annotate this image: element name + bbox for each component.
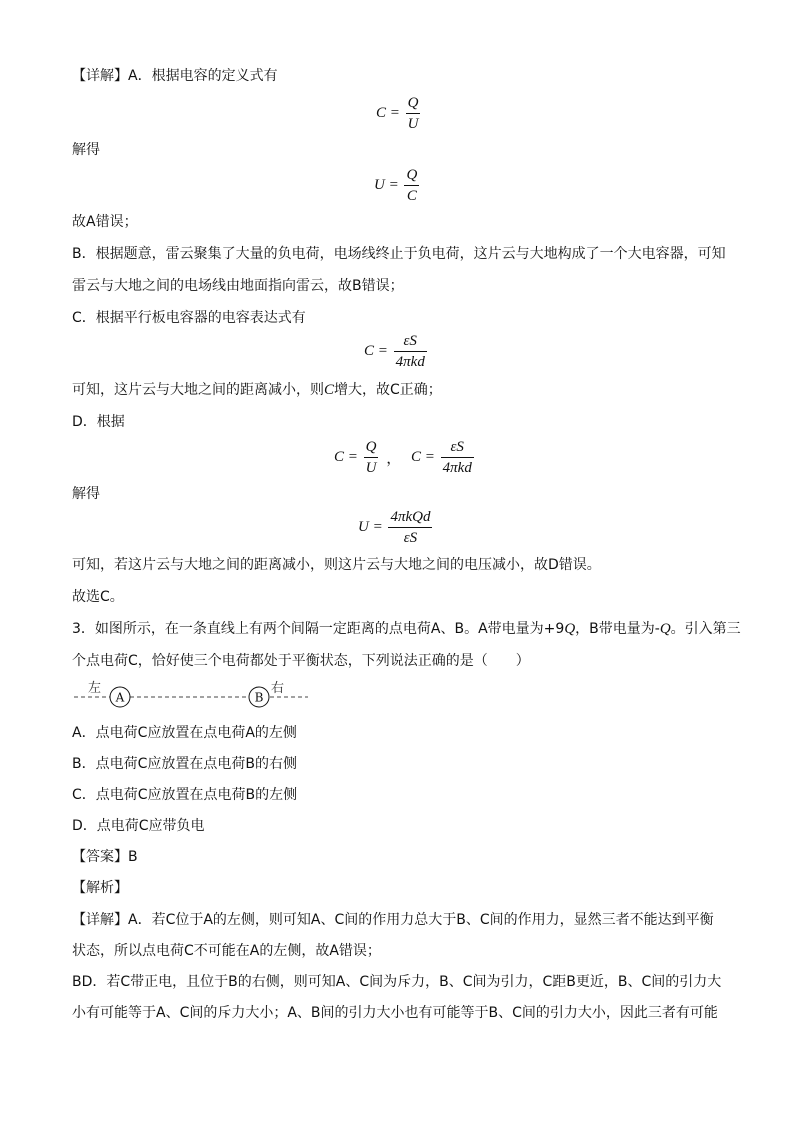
explanation-line-4: 小有可能等于A、C间的斥力大小；A、B间的引力大小也有可能等于B、C间的引力大小，因此三者有可能: [72, 1005, 718, 1021]
eq-lhs: C =: [376, 105, 400, 121]
answer-value: B: [128, 849, 138, 865]
denominator: 4πkd: [395, 354, 425, 370]
answer-tag: 【答案】: [72, 849, 128, 865]
left-label: 左: [88, 681, 102, 696]
equation-voltage-result: [358, 508, 434, 547]
text-segment: 可知，这片云与大地之间的距离减小，则: [72, 382, 324, 398]
detail-b-line-1: B．根据题意，雷云聚集了大量的负电荷，电场线终止于负电荷，这片云与大地构成了一个大电容器，可知: [72, 246, 726, 262]
analysis-tag: 【解析】: [72, 880, 128, 896]
conclusion-d: 可知，若这片云与大地之间的距离减小，则这片云与大地之间的电压减小，故D错误。: [72, 557, 601, 573]
numerator: εS: [441, 438, 474, 458]
eq-lhs: U =: [374, 177, 399, 193]
text-segment: 增大，故C正确；: [334, 382, 442, 398]
detail-b-line-2: 雷云与大地之间的电场线由地面指向雷云，故B错误；: [72, 278, 404, 294]
variable-q: Q: [564, 621, 576, 637]
conclusion-a: 故A错误；: [72, 214, 138, 230]
explanation-line-1: 【详解】A．若C位于A的左侧，则可知A、C间的作用力总大于B、C间的作用力，显然三者不能达到平衡: [72, 912, 714, 928]
fraction: [406, 94, 421, 133]
conclusion-c: [72, 380, 442, 400]
fraction: [388, 508, 432, 547]
option-d: D．点电荷C应带负电: [72, 818, 205, 834]
option-c: C．点电荷C应放置在点电荷B的左侧: [72, 787, 298, 803]
numerator: Q: [404, 166, 419, 186]
question-3-line-1: [72, 619, 741, 639]
explanation-line-2: 状态，所以点电荷C不可能在A的左侧，故A错误；: [72, 943, 381, 959]
charge-b-label: B: [254, 690, 264, 705]
text-segment: 3．如图所示，在一条直线上有两个间隔一定距离的点电荷A、B。A带电量为+9: [72, 621, 565, 637]
fraction: [364, 438, 379, 477]
question-3-line-2: 个点电荷C，恰好使三个电荷都处于平衡状态，下列说法正确的是（ ）: [72, 653, 530, 669]
denominator: U: [365, 460, 377, 476]
charges-figure: [72, 678, 312, 714]
comma-separator: ，: [386, 449, 402, 467]
text-segment: ，B带电量为-: [575, 621, 660, 637]
equation-capacitance-definition: [376, 94, 422, 133]
solve-label: 解得: [72, 142, 100, 158]
numerator: εS: [394, 332, 427, 352]
right-label: 右: [271, 681, 285, 696]
variable-q: Q: [659, 621, 671, 637]
text-segment: 。引入第三: [670, 621, 741, 637]
variable-c: C: [324, 382, 335, 398]
detail-d-line: D．根据: [72, 414, 125, 430]
fraction: [441, 438, 474, 477]
eq-lhs: C =: [334, 449, 358, 465]
equation-parallel-plate: [364, 332, 429, 371]
eq-lhs: U =: [358, 519, 383, 535]
solve-label: 解得: [72, 486, 100, 502]
denominator: C: [406, 188, 417, 204]
equation-combined: [334, 438, 476, 477]
option-a: A．点电荷C应放置在点电荷A的左侧: [72, 725, 297, 741]
fraction: [404, 166, 419, 205]
fraction: [394, 332, 427, 371]
option-b: B．点电荷C应放置在点电荷B的右侧: [72, 756, 297, 772]
numerator: Q: [406, 94, 421, 114]
detail-a-line: 【详解】A．根据电容的定义式有: [72, 68, 278, 84]
answer-line: [72, 847, 138, 867]
final-choice: 故选C。: [72, 589, 124, 605]
eq-lhs: C =: [364, 343, 388, 359]
denominator: εS: [403, 530, 418, 546]
eq-lhs: C =: [411, 449, 435, 465]
numerator: Q: [364, 438, 379, 458]
detail-c-line: C．根据平行板电容器的电容表达式有: [72, 310, 306, 326]
denominator: U: [407, 116, 419, 132]
explanation-line-3: BD．若C带正电，且位于B的右侧，则可知A、C间为斥力，B、C间为引力，C距B更近，B、C间的引力大: [72, 974, 722, 990]
charge-a-label: A: [115, 690, 125, 705]
numerator: 4πkQd: [388, 508, 432, 528]
equation-voltage: [374, 166, 421, 205]
denominator: 4πkd: [442, 460, 472, 476]
